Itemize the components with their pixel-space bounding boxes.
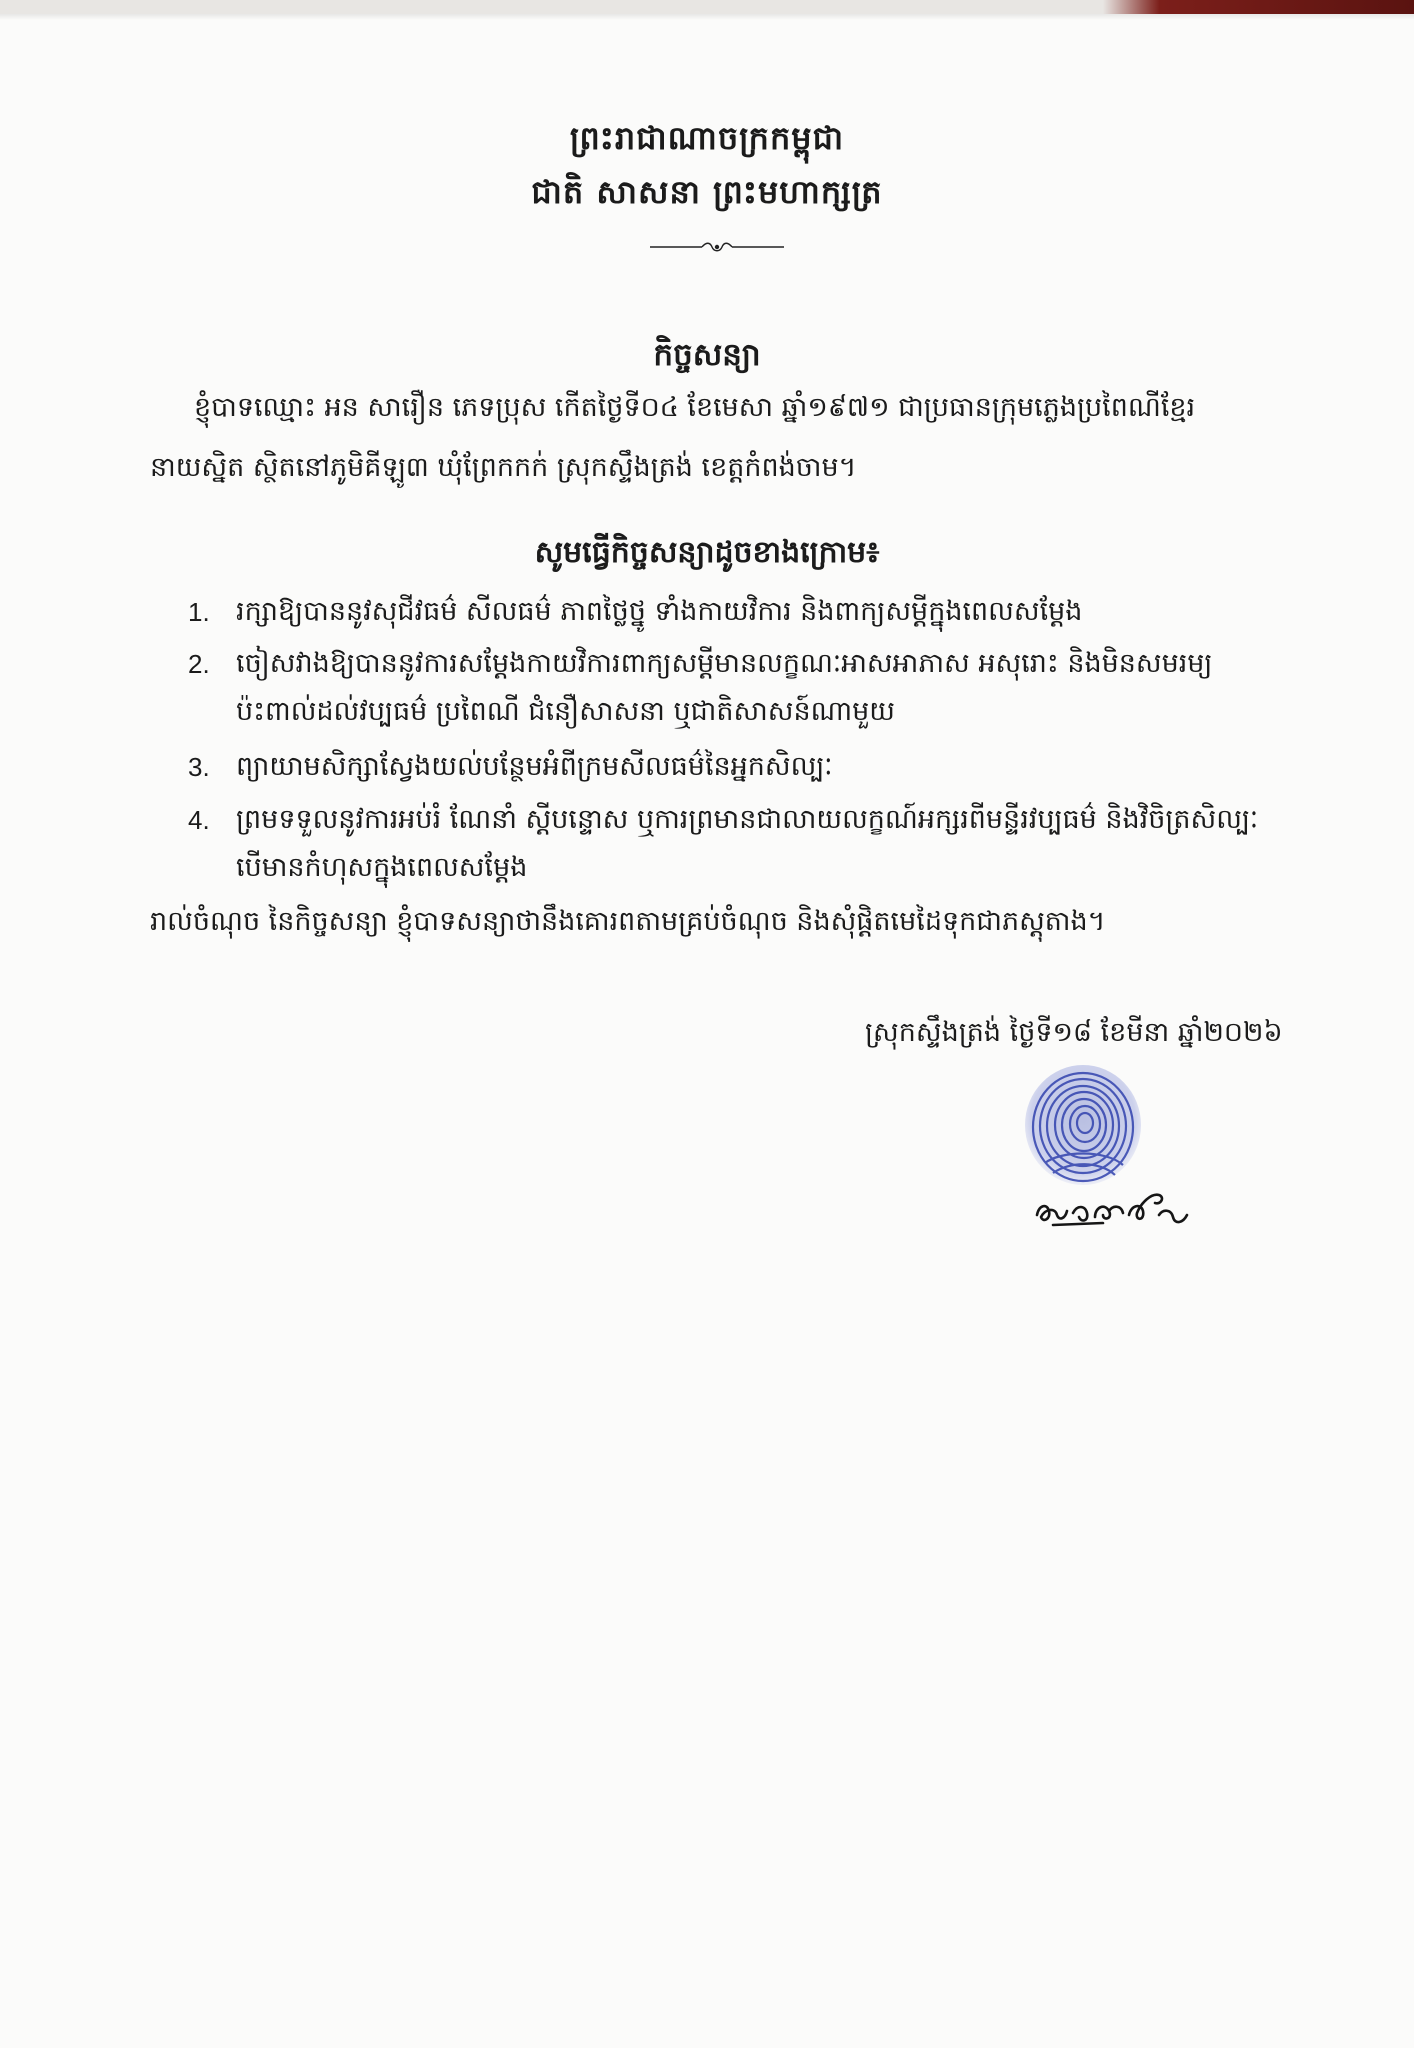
item-number: 1. xyxy=(188,597,210,627)
item-text-continued: បើមានកំហុសក្នុងពេលសម្តែង xyxy=(236,852,528,883)
national-motto: ជាតិ សាសនា ព្រះមហាក្សត្រ xyxy=(531,173,883,211)
item-text: ព្យាយាមសិក្សាស្វែងយល់បន្ថែមអំពីក្រមសីលធម៌នៃអ្នកសិល្បៈ xyxy=(236,751,833,782)
closing-statement: រាល់ចំណុច នៃកិច្ចសន្យា ខ្ញុំបាទសន្យាថានឹងគោរពតាមគ្រប់ចំណុច និងសុំផ្តិតមេដៃទុកជាភស្តុតាង។ xyxy=(150,906,1106,937)
thumbprint-icon xyxy=(1015,1063,1150,1191)
item-number: 3. xyxy=(188,752,210,782)
intro-line-2: នាយស្និត ស្ថិតនៅភូមិគីឡូ៣ ឃុំព្រែកកក់ ស្រុកស្ទឹងត្រង់ ខេត្តកំពង់ចាម។ xyxy=(150,452,857,483)
item-text-continued: ប៉ះពាល់ដល់វប្បធម៌ ប្រពៃណី ជំនឿសាសនា ឬជាតិសាសន៍ណាមួយ xyxy=(236,696,895,727)
intro-line-1: ខ្ញុំបាទឈ្មោះ អន សារឿន ភេទប្រុស កើតថ្ងៃទី០៤ ខែមេសា ឆ្នាំ១៩៧១ ជាប្រធានក្រុមភ្លេងប្រពៃណីខ្មែរ xyxy=(194,392,1196,423)
item-number: 2. xyxy=(188,649,210,679)
item-text: រក្សាឱ្យបាននូវសុជីវធម៌ សីលធម៌ ភាពថ្លៃថ្នូ ទាំងកាយវិការ និងពាក្យសម្តីក្នុងពេលសម្តែង xyxy=(236,596,1083,627)
item-number: 4. xyxy=(188,805,210,835)
place-and-date: ស្រុកស្ទឹងត្រង់ ថ្ងៃទី១៨ ខែមីនា ឆ្នាំ២០២៦ xyxy=(865,1017,1283,1048)
requirements-heading: សូមធ្វើកិច្ចសន្យាដូចខាងក្រោម៖ xyxy=(534,535,880,570)
ornament-divider xyxy=(650,240,784,254)
kingdom-heading: ព្រះរាជាណាចក្រកម្ពុជា xyxy=(569,119,845,157)
signature-mark xyxy=(1033,1175,1195,1235)
item-text: ចៀសវាងឱ្យបាននូវការសម្តែងកាយវិការពាក្យសម្តីមានលក្ខណៈអាសអាភាស អសុរោះ និងមិនសមរម្យ xyxy=(236,648,1213,679)
item-text: ព្រមទទួលនូវការអប់រំ ណែនាំ ស្តីបន្ទោស ឬការព្រមានជាលាយលក្ខណ៍អក្សរពីមន្ទីរវប្បធម៌ និងវិចិត្រសិល្បៈ xyxy=(236,804,1259,835)
document-title: កិច្ចសន្យា xyxy=(653,337,761,373)
binding-edge xyxy=(0,0,1414,14)
